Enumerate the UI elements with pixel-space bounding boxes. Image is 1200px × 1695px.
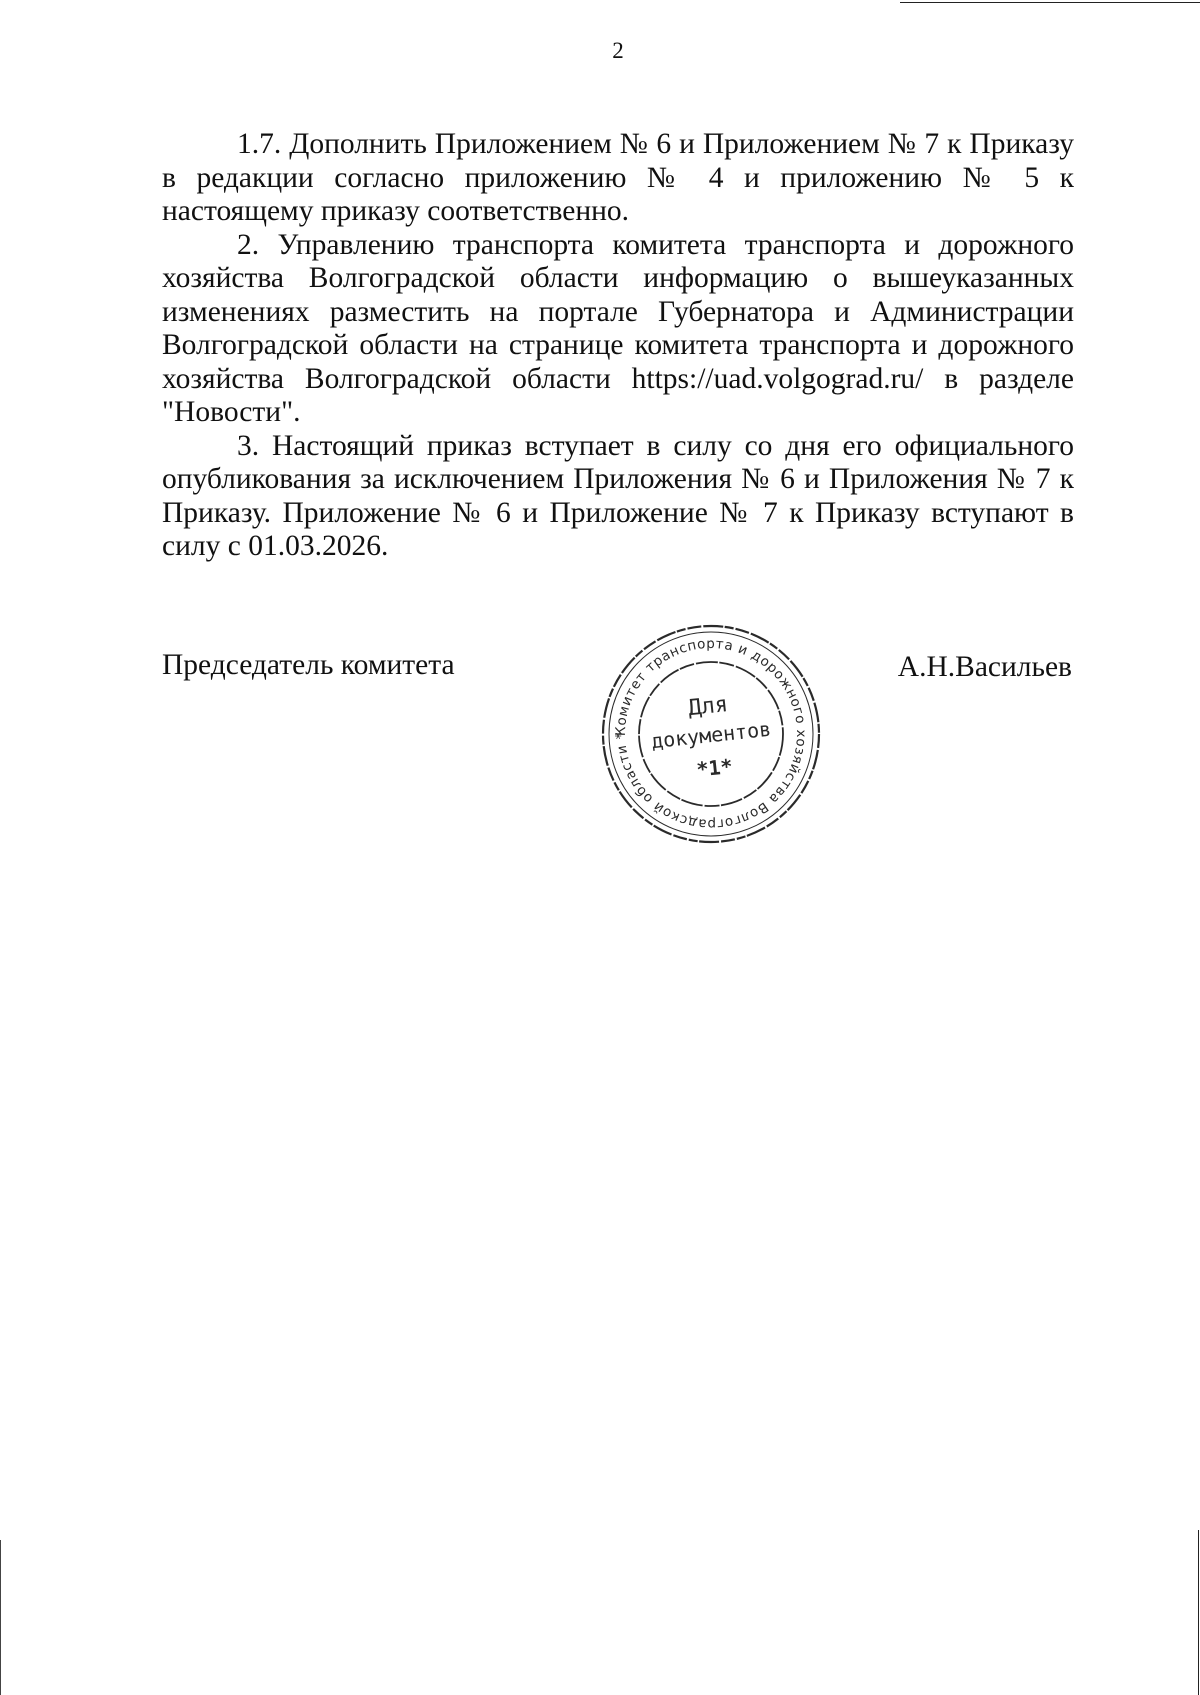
official-seal-stamp <box>598 621 824 847</box>
seal-center <box>647 688 776 786</box>
seal-center-line-3: *1* <box>695 753 734 782</box>
paragraph-1-7: 1.7. Дополнить Приложением № 6 и Приложением № 7 к Приказу в редакции согласно приложению № 4 и приложению № 5 к настоящему приказу соответственно. <box>162 128 1074 227</box>
signatory-title: Председатель комитета <box>162 649 455 681</box>
signatory-name: А.Н.Васильев <box>897 651 1072 683</box>
paragraph-2: 2. Управлению транспорта комитета транспорта и дорожного хозяйства Волгоградской области информацию о вышеуказанных изменениях разместить на портале Губернатора и Администрации Волгоградской области на странице комитета транспорта и дорожного хозяйства Волгоградской области https://uad.volgograd.ru/ в разделе "Новости". <box>162 228 1074 428</box>
page-number: 2 <box>612 38 624 63</box>
scan-edge-left <box>0 1540 1 1695</box>
scan-edge-right <box>1198 1530 1199 1695</box>
paragraph-3: 3. Настоящий приказ вступает в силу со дня его официального опубликования за исключением Приложения № 6 и Приложения № 7 к Приказу. Приложение № 6 и Приложение № 7 к Приказу вступают в силу с 01.03.2026. <box>162 429 1074 562</box>
scan-edge-top <box>900 2 1200 3</box>
seal-center-line-1: Для <box>687 692 730 722</box>
document-body <box>162 128 1074 564</box>
seal-ring-text-content: Комитет транспорта и дорожного хозяйства Волгоградской области * <box>612 635 810 833</box>
seal-center-line-2: документов <box>649 716 773 754</box>
